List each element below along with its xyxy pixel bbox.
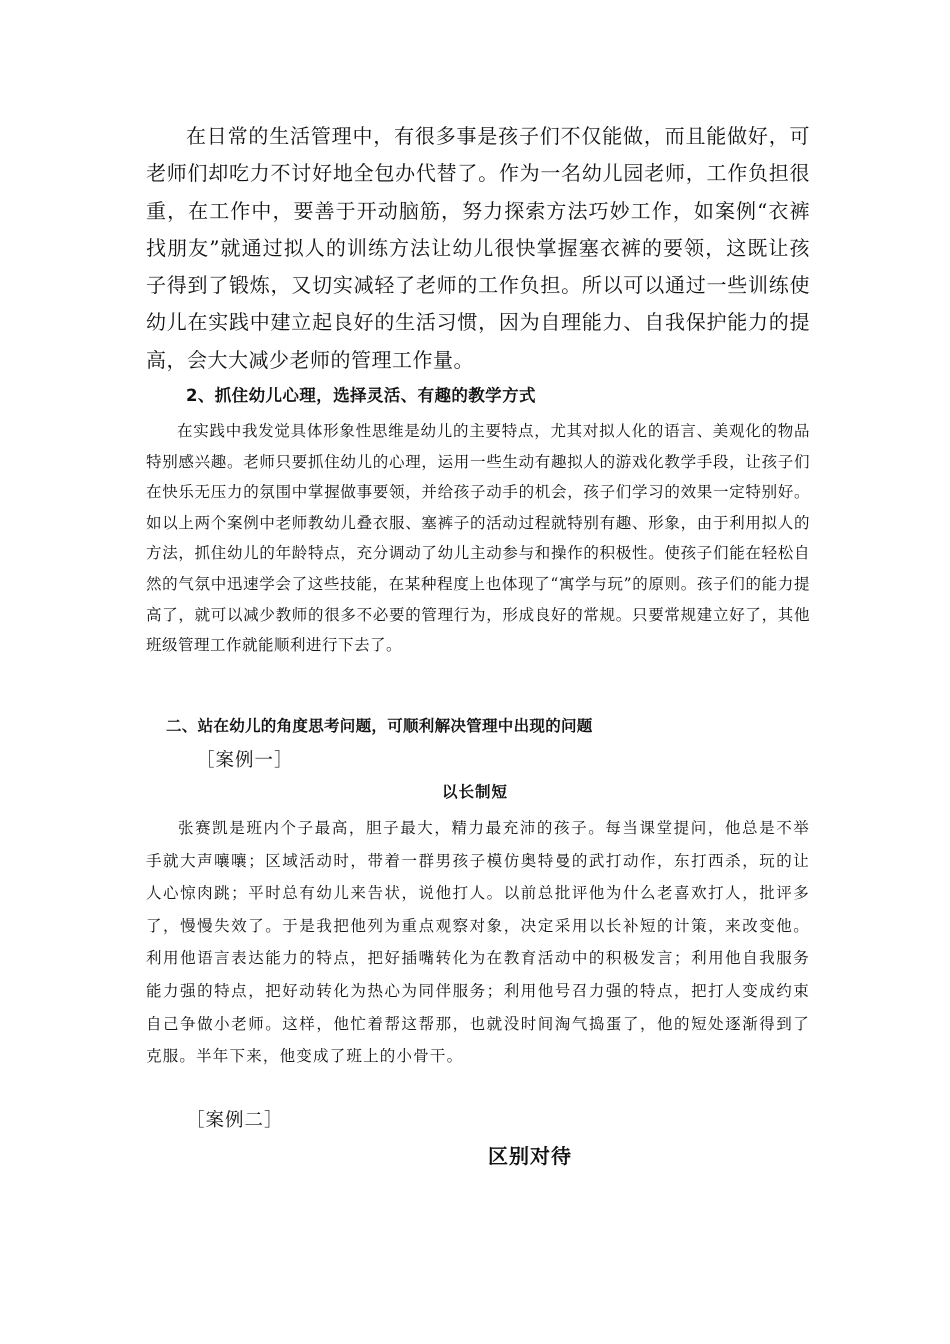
case-1-label: ［案例一］ — [196, 750, 294, 771]
subheading-2: 2、抓住幼儿心理，选择灵活、有趣的教学方式 — [186, 386, 536, 405]
case-2-label: ［案例二］ — [186, 1110, 284, 1131]
case-1-text: 张赛凯是班内个子最高，胆子最大，精力最充沛的孩子。每当课堂提问，他总是不举手就大声嚷嚷；区域活动时，带着一群男孩子模仿奥特曼的武打动作，东打西杀，玩的让人心惊肉跳；平时总有幼儿来告状，说他打人。以前总批评他为什么老喜欢打人，批评多了，慢慢失效了。于是我把他列为重点观察对象，决定采用以长补短的计策，来改变他。利用他语言表达能力的特点，把好插嘴转化为在教育活动中的积极发言；利用他自我服务能力强的特点，把好动转化为热心为同伴服务；利用他号召力强的特点，把打人变成约束自己争做小老师。这样，他忙着帮这帮那，也就没时间淘气捣蛋了，他的短处逐渐得到了克服。半年下来，他变成了班上的小骨干。 — [146, 819, 810, 1066]
case-2-title: 区别对待 — [488, 1144, 572, 1168]
case-1-title: 以长制短 — [441, 783, 508, 801]
paragraph-2: 在实践中我发觉具体形象性思维是幼儿的主要特点，尤其对拟人化的语言、美观化的物品特别感兴趣。老师只要抓住幼儿的心理，运用一些生动有趣拟人的游戏化教学手段，让孩子们在快乐无压力的氛围中掌握做事要领，并给孩子动手的机会，孩子们学习的效果一定特别好。如以上两个案例中老师教幼儿叠衣服、塞裤子的活动过程就特别有趣、形象，由于利用拟人的方法，抓住幼儿的年龄特点，充分调动了幼儿主动参与和操作的积极性。使孩子们能在轻松自然的气氛中迅速学会了这些技能，在某种程度上也体现了“寓学与玩”的原则。孩子们的能力提高了，就可以减少教师的很多不必要的管理行为，形成良好的常规。只要常规建立好了，其他班级管理工作就能顺利进行下去了。 — [146, 422, 810, 655]
section-2-heading: 二、站在幼儿的角度思考问题，可顺利解决管理中出现的问题 — [166, 717, 593, 735]
intro-paragraph: 在日常的生活管理中，有很多事是孩子们不仅能做，而且能做好，可老师们却吃力不讨好地全包办代替了。作为一名幼儿园老师，工作负担很重，在工作中，要善于开动脑筋，努力探索方法巧妙工作，如案例“衣裤找朋友”就通过拟人的训练方法让幼儿很快掌握塞衣裤的要领，这既让孩子得到了锻炼，又切实减轻了老师的工作负担。所以可以通过一些训练使幼儿在实践中建立起良好的生活习惯，因为自理能力、自我保护能力的提高，会大大减少老师的管理工作量。 — [146, 124, 810, 372]
